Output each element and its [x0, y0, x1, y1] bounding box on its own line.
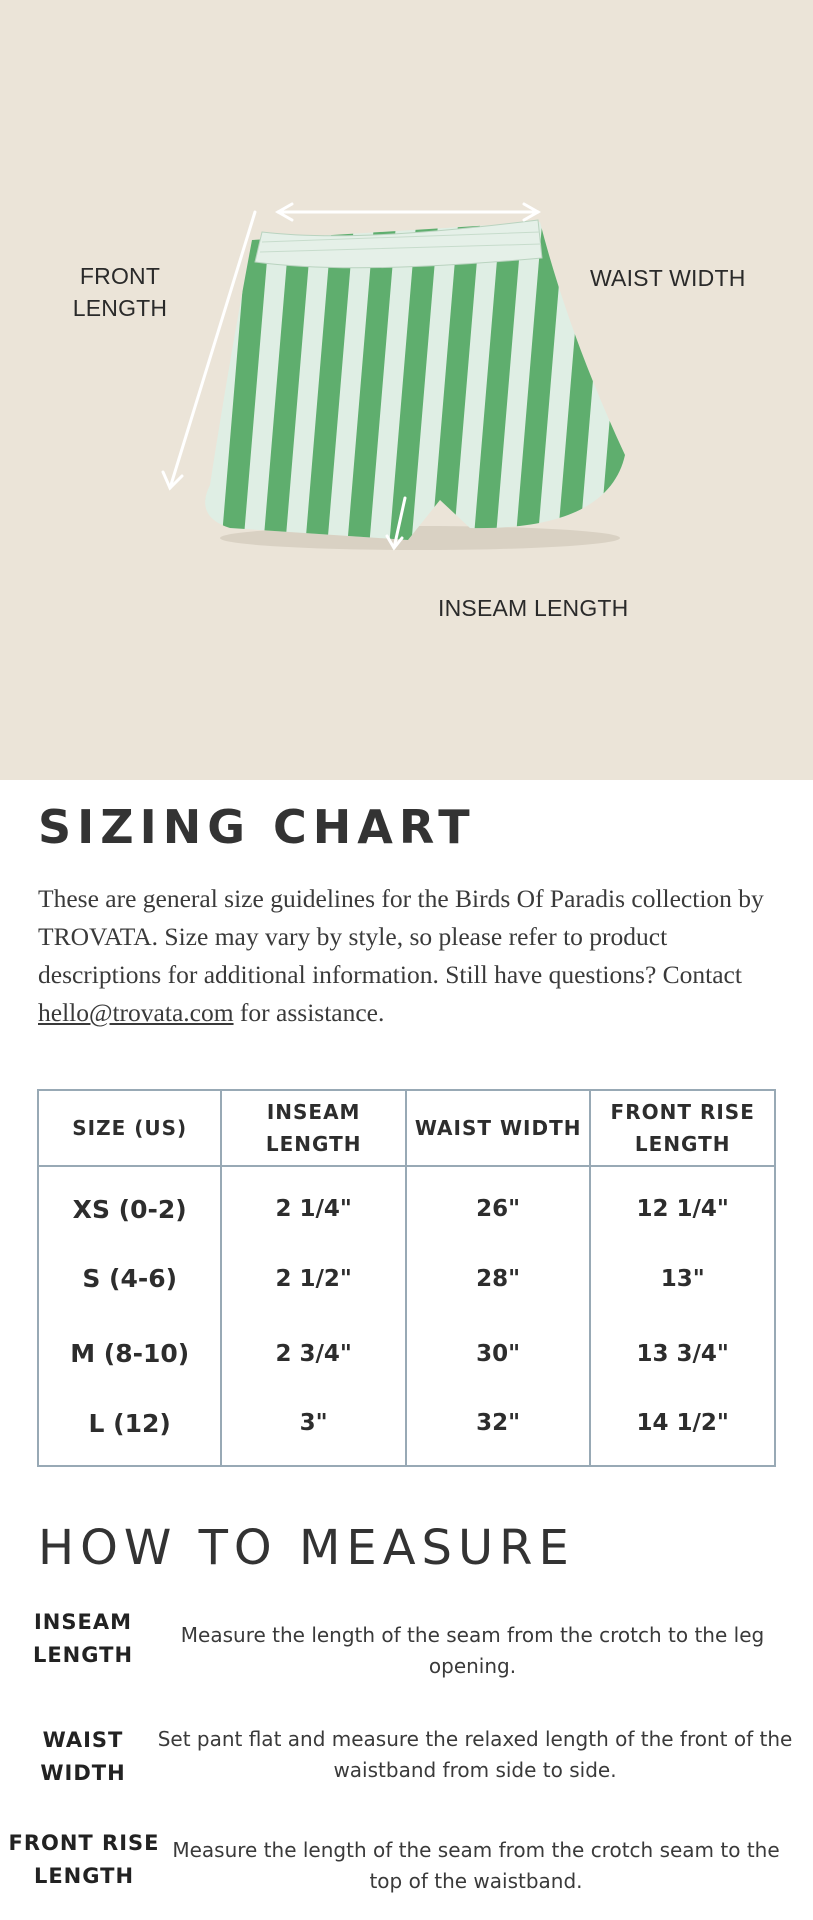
size-table [37, 1089, 776, 1467]
front-length-label: FRONT LENGTH [72, 263, 168, 321]
header-inseam: INSEAM LENGTH [221, 1090, 406, 1166]
header-front-rise: FRONT RISE LENGTH [590, 1090, 775, 1166]
measure-term: WAIST WIDTH [40, 1728, 126, 1785]
intro-text-end: for assistance. [233, 998, 385, 1027]
cell-inseam: 3" [221, 1391, 406, 1466]
cell-inseam: 2 1/2" [221, 1241, 406, 1316]
stripe [598, 200, 650, 560]
how-to-measure-title: HOW TO MEASURE [38, 1520, 575, 1576]
header-waist: WAIST WIDTH [406, 1090, 590, 1166]
cell-waist: 28" [406, 1241, 590, 1316]
product-hero [0, 0, 813, 780]
cell-size: XS (0-2) [38, 1166, 221, 1241]
stripe [640, 200, 692, 560]
cell-front-rise: 12 1/4" [590, 1166, 775, 1241]
cell-waist: 26" [406, 1166, 590, 1241]
cell-inseam: 2 1/4" [221, 1166, 406, 1241]
cell-front-rise: 13" [590, 1241, 775, 1316]
measure-term: FRONT RISE LENGTH [8, 1831, 160, 1888]
cell-waist: 30" [406, 1316, 590, 1391]
sizing-intro [38, 880, 783, 1032]
shorts-illustration [0, 0, 813, 780]
header-size: SIZE (US) [38, 1090, 221, 1166]
table-row [38, 1241, 775, 1316]
measure-term: INSEAM LENGTH [32, 1610, 134, 1667]
cell-inseam: 2 3/4" [221, 1316, 406, 1391]
table-row [38, 1316, 775, 1391]
table-row [38, 1166, 775, 1241]
waistband [255, 220, 542, 268]
cell-front-rise: 13 3/4" [590, 1316, 775, 1391]
measure-description: Set pant flat and measure the relaxed length of the front of the waistband from side to side. [157, 1727, 793, 1782]
measure-description: Measure the length of the seam from the crotch to the leg opening. [180, 1623, 765, 1678]
intro-text: These are general size guidelines for the Birds Of Paradis collection by TROVATA. Size may vary by style, so please refer to product descriptions for additional information. Still have questions? Contact [38, 884, 764, 989]
measure-description: Measure the length of the seam from the crotch seam to the top of the waistband. [172, 1838, 780, 1893]
waist-width-label: WAIST WIDTH [590, 265, 746, 291]
waist-width-arrow [278, 204, 538, 220]
table-header-row [38, 1090, 775, 1166]
inseam-length-label: INSEAM LENGTH [438, 595, 629, 621]
cell-size: S (4-6) [38, 1241, 221, 1316]
sizing-chart-title: SIZING CHART [38, 800, 476, 854]
cell-front-rise: 14 1/2" [590, 1391, 775, 1466]
cell-size: L (12) [38, 1391, 221, 1466]
email-link[interactable]: hello@trovata.com [38, 998, 234, 1027]
cell-waist: 32" [406, 1391, 590, 1466]
table-row [38, 1391, 775, 1466]
cell-size: M (8-10) [38, 1316, 221, 1391]
